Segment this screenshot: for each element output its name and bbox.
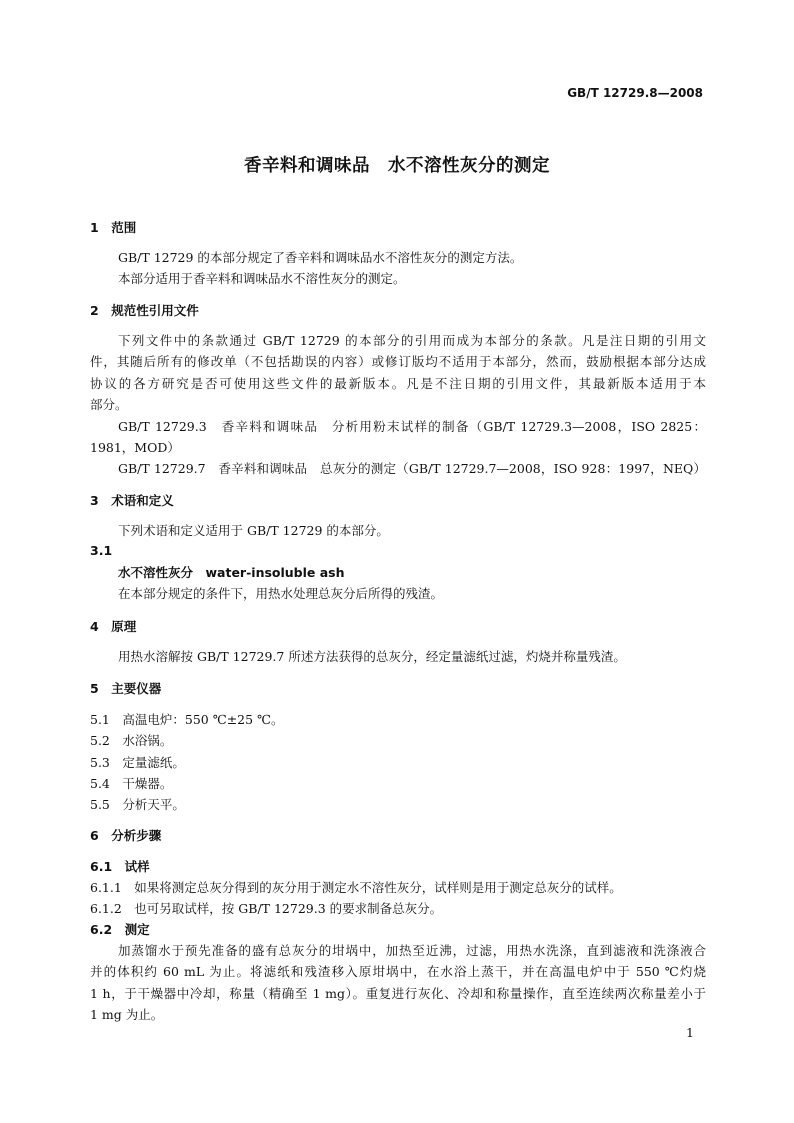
section-3-para-1: 下列术语和定义适用于 GB/T 12729 的本部分。 xyxy=(118,523,389,538)
instrument-item-1: 5.1 高温电炉：550 ℃±25 ℃。 xyxy=(90,712,284,727)
section-4-heading: 4 原理 xyxy=(90,619,137,634)
instrument-item-5: 5.5 分析天平。 xyxy=(90,797,185,812)
instrument-item-2: 5.2 水浴锅。 xyxy=(90,733,173,748)
section-2-line-2: 件，其随后所有的修改单（不包括勘误的内容）或修订版均不适用于本部分，然而，鼓励根据本部分达成 xyxy=(90,354,706,369)
reference-1-line-1: GB/T 12729.3 香辛料和调味品 分析用粉末试样的制备（GB/T 12729.3—2008，ISO 2825： xyxy=(118,419,706,434)
section-1-para-2: 本部分适用于香辛料和调味品水不溶性灰分的测定。 xyxy=(118,271,406,286)
term-name: 水不溶性灰分 water-insoluble ash xyxy=(118,565,345,580)
term-definition: 在本部分规定的条件下，用热水处理总灰分后所得的残渣。 xyxy=(118,586,444,601)
procedure-line-2: 并的体积约 60 mL 为止。将滤纸和残渣移入原坩埚中，在水浴上蒸干，并在高温电炉中于 550 ℃灼烧 xyxy=(90,964,706,979)
reference-2: GB/T 12729.7 香辛料和调味品 总灰分的测定（GB/T 12729.7—2008，ISO 928：1997，NEQ） xyxy=(118,461,706,476)
section-3-heading: 3 术语和定义 xyxy=(90,493,174,508)
procedure-line-4: 1 mg 为止。 xyxy=(90,1007,164,1022)
subsection-6-1-heading: 6.1 试样 xyxy=(90,859,150,874)
section-2-heading: 2 规范性引用文件 xyxy=(90,303,199,318)
standard-number: GB/T 12729.8—2008 xyxy=(567,86,703,100)
clause-6-1-2: 6.1.2 也可另取试样，按 GB/T 12729.3 的要求制备总灰分。 xyxy=(90,901,443,916)
page-number: 1 xyxy=(686,1025,694,1040)
clause-6-1-1: 6.1.1 如果将测定总灰分得到的灰分用于测定水不溶性灰分，试样则是用于测定总灰分的试样。 xyxy=(90,880,622,895)
term-number: 3.1 xyxy=(90,543,113,558)
section-4-para-1: 用热水溶解按 GB/T 12729.7 所述方法获得的总灰分，经定量滤纸过滤，灼烧并称量残渣。 xyxy=(118,649,626,664)
instrument-item-4: 5.4 干燥器。 xyxy=(90,776,173,791)
section-6-heading: 6 分析步骤 xyxy=(90,828,162,843)
section-2-line-3: 协议的各方研究是否可使用这些文件的最新版本。凡是不注日期的引用文件，其最新版本适用于本 xyxy=(90,376,706,391)
reference-1-line-2: 1981，MOD） xyxy=(90,440,180,455)
page-title: 香辛料和调味品 水不溶性灰分的测定 xyxy=(244,156,550,176)
procedure-line-3: 1 h，于干燥器中冷却，称量（精确至 1 mg）。重复进行灰化、冷却和称量操作，直至连续两次称量差小于 xyxy=(90,986,706,1001)
section-2-line-4: 部分。 xyxy=(90,397,128,412)
instrument-item-3: 5.3 定量滤纸。 xyxy=(90,755,185,770)
section-1-heading: 1 范围 xyxy=(90,220,137,235)
procedure-line-1: 加蒸馏水于预先准备的盛有总灰分的坩埚中，加热至近沸，过滤，用热水洗涤，直到滤液和洗涤液合 xyxy=(118,943,706,958)
subsection-6-2-heading: 6.2 测定 xyxy=(90,922,150,937)
section-5-heading: 5 主要仪器 xyxy=(90,681,162,696)
section-2-line-1: 下列文件中的条款通过 GB/T 12729 的本部分的引用而成为本部分的条款。凡是注日期的引用文 xyxy=(118,333,706,348)
section-1-para-1: GB/T 12729 的本部分规定了香辛料和调味品水不溶性灰分的测定方法。 xyxy=(118,250,523,265)
